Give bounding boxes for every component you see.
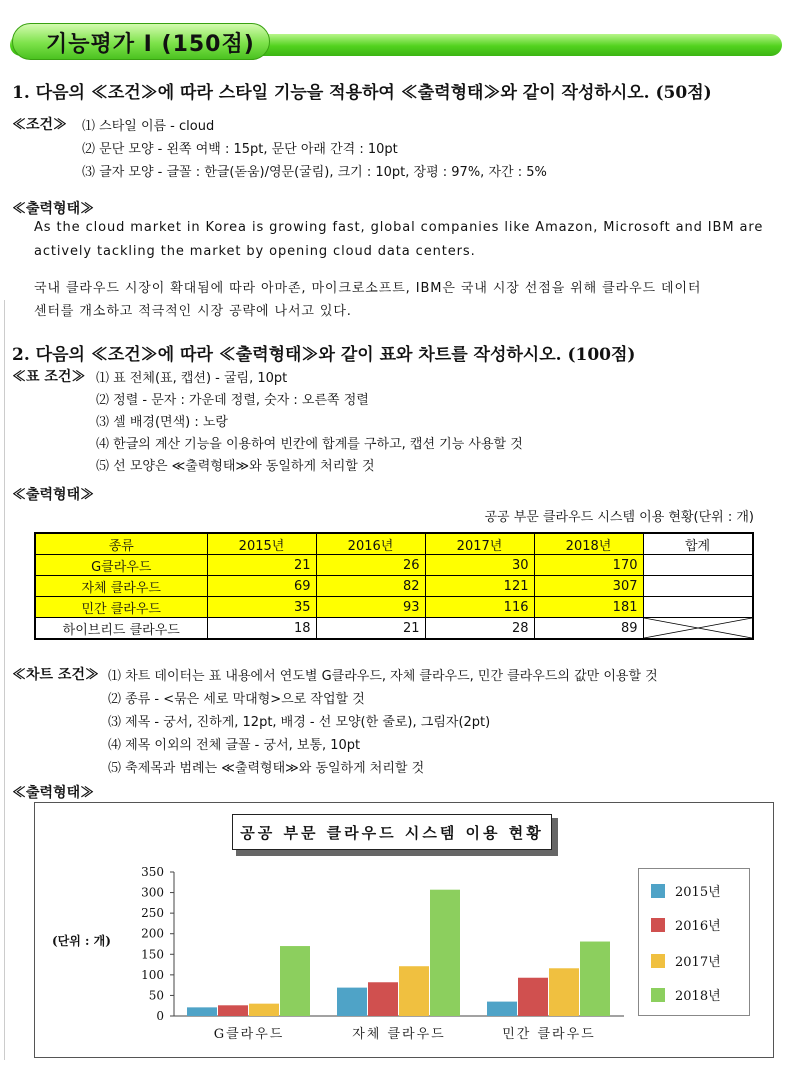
chart-legend: [638, 868, 750, 1016]
sum-cell[interactable]: [643, 576, 753, 597]
table-cell: G클라우드: [35, 555, 207, 576]
bar: [518, 978, 548, 1016]
header-cell: 종류: [35, 533, 207, 555]
diagonal-cell: [643, 618, 753, 640]
bar: [218, 1005, 248, 1016]
legend-swatch: [651, 988, 665, 1002]
legend-item: [651, 951, 721, 970]
header-cell: 합계: [643, 533, 753, 555]
y-tick-label: 50: [148, 988, 164, 1003]
table-condition-4: ⑷ 한글의 계산 기능을 이용하여 빈칸에 합계를 구하고, 캡션 기능 사용할 것: [96, 437, 523, 452]
legend-label: 2015년: [675, 885, 721, 900]
header-cell: 2018년: [534, 533, 643, 555]
q2-title: 2. 다음의 ≪조건≫에 따라 ≪출력형태≫와 같이 표와 차트를 작성하시오. (100점): [12, 345, 636, 365]
sum-cell[interactable]: [643, 597, 753, 618]
q1-paragraph-en-line-1: As the cloud market in Korea is growing fast, global companies like Amazon, Microsoft and IBM are: [34, 220, 764, 235]
table-cell: 28: [425, 618, 534, 640]
table-row: [35, 576, 753, 597]
legend-item: [651, 985, 721, 1004]
table-row: [35, 555, 753, 576]
y-tick-label: 150: [141, 947, 164, 962]
legend-item: [651, 915, 721, 934]
q1-condition-2: ⑵ 문단 모양 - 왼쪽 여백 : 15pt, 문단 아래 간격 : 10pt: [82, 142, 398, 157]
chart-title: 공공 부문 클라우드 시스템 이용 현황: [232, 814, 552, 850]
table-cell: 26: [316, 555, 425, 576]
header-cell: 2015년: [207, 533, 316, 555]
chart-condition-2: ⑵ 종류 - <묶은 세로 막대형>으로 작업할 것: [108, 692, 365, 707]
table-condition-3: ⑶ 셀 배경(면색) : 노랑: [96, 415, 228, 430]
chart-y-axis-title: (단위 : 개): [52, 934, 111, 948]
table-row: [35, 618, 753, 640]
diagonal-lines: [644, 618, 752, 638]
table-cell: 하이브리드 클라우드: [35, 618, 207, 640]
y-tick-label: 350: [141, 865, 164, 879]
table-cell: 170: [534, 555, 643, 576]
q1-paragraph-en-line-2: actively tackling the market by opening cloud data centers.: [34, 244, 476, 259]
q1-output-label: ≪출력형태≫: [12, 201, 95, 217]
table-cell: 307: [534, 576, 643, 597]
table-condition-5: ⑸ 선 모양은 ≪출력형태≫와 동일하게 처리할 것: [96, 459, 375, 474]
header-title: 기능평가 Ⅰ (150점): [46, 32, 255, 57]
table-cell: 69: [207, 576, 316, 597]
q1-condition-label: ≪조건≫: [12, 117, 68, 133]
y-tick-label: 200: [141, 926, 164, 941]
table-cell: 121: [425, 576, 534, 597]
legend-swatch: [651, 918, 665, 932]
table-condition-2: ⑵ 정렬 - 문자 : 가운데 정렬, 숫자 : 오른쪽 정렬: [96, 393, 369, 408]
x-tick-label: 민간 클라우드: [502, 1027, 596, 1042]
table-cell: 민간 클라우드: [35, 597, 207, 618]
bar: [580, 942, 610, 1016]
q1-paragraph-ko-line-2: 센터를 개소하고 적극적인 시장 공략에 나서고 있다.: [34, 304, 352, 319]
legend-label: 2018년: [675, 989, 721, 1004]
table-output-label: ≪출력형태≫: [12, 487, 95, 503]
y-tick-label: 0: [156, 1009, 164, 1023]
table-caption: 공공 부문 클라우드 시스템 이용 현황(단위 : 개): [484, 510, 754, 525]
table-cell: 30: [425, 555, 534, 576]
legend-item: [651, 881, 721, 900]
table-condition-1: ⑴ 표 전체(표, 캡션) - 굴림, 10pt: [96, 371, 288, 386]
y-tick-label: 100: [141, 967, 164, 982]
y-tick-label: 250: [141, 906, 164, 921]
chart-condition-1: ⑴ 차트 데이터는 표 내용에서 연도별 G클라우드, 자체 클라우드, 민간 클라우드의 값만 이용할 것: [108, 669, 658, 684]
table-header-row: [35, 533, 753, 555]
q1-condition-3: ⑶ 글자 모양 - 글꼴 : 한글(돋움)/영문(굴림), 크기 : 10pt, 장평 : 97%, 자간 : 5%: [82, 165, 547, 180]
chart-condition-label: ≪차트 조건≫: [12, 667, 99, 683]
bar: [187, 1007, 217, 1016]
table-cell: 18: [207, 618, 316, 640]
legend-swatch: [651, 884, 665, 898]
bar: [549, 968, 579, 1016]
table-row: [35, 597, 753, 618]
chart-condition-5: ⑸ 축제목과 범례는 ≪출력형태≫와 동일하게 처리할 것: [108, 761, 425, 776]
header-cell: 2016년: [316, 533, 425, 555]
table-cell: 21: [316, 618, 425, 640]
legend-label: 2017년: [675, 955, 721, 970]
bar: [249, 1004, 279, 1016]
chart-condition-4: ⑷ 제목 이외의 전체 글꼴 - 궁서, 보통, 10pt: [108, 738, 361, 753]
x-tick-label: 자체 클라우드: [352, 1027, 446, 1042]
table-cell: 116: [425, 597, 534, 618]
table-cell: 181: [534, 597, 643, 618]
header-cell: 2017년: [425, 533, 534, 555]
bar: [368, 982, 398, 1016]
sum-cell[interactable]: [643, 555, 753, 576]
table-cell: 21: [207, 555, 316, 576]
usage-table: [34, 532, 754, 640]
q1-condition-1: ⑴ 스타일 이름 - cloud: [82, 119, 215, 134]
table-cell: 93: [316, 597, 425, 618]
chart-output-label: ≪출력형태≫: [12, 785, 95, 801]
table-cell: 82: [316, 576, 425, 597]
bar: [487, 1002, 517, 1016]
chart-plot: [34, 858, 634, 1054]
q1-title: 1. 다음의 ≪조건≫에 따라 스타일 기능을 적용하여 ≪출력형태≫와 같이 작성하시오. (50점): [12, 83, 712, 103]
x-tick-label: G클라우드: [213, 1027, 285, 1042]
margin-line: [4, 300, 5, 1060]
chart-condition-3: ⑶ 제목 - 궁서, 진하게, 12pt, 배경 - 선 모양(한 줄로), 그림자(2pt): [108, 715, 491, 730]
bar: [280, 946, 310, 1016]
table-cell: 자체 클라우드: [35, 576, 207, 597]
table-cell: 35: [207, 597, 316, 618]
y-tick-label: 300: [141, 885, 164, 900]
bar: [337, 988, 367, 1016]
q1-paragraph-ko-line-1: 국내 클라우드 시장이 확대됨에 따라 아마존, 마이크로소프트, IBM은 국내 시장 선점을 위해 클라우드 데이터: [34, 281, 702, 296]
legend-label: 2016년: [675, 919, 721, 934]
bar: [430, 890, 460, 1016]
bar: [399, 966, 429, 1016]
table-condition-label: ≪표 조건≫: [12, 369, 86, 385]
table-cell: 89: [534, 618, 643, 640]
legend-swatch: [651, 954, 665, 968]
